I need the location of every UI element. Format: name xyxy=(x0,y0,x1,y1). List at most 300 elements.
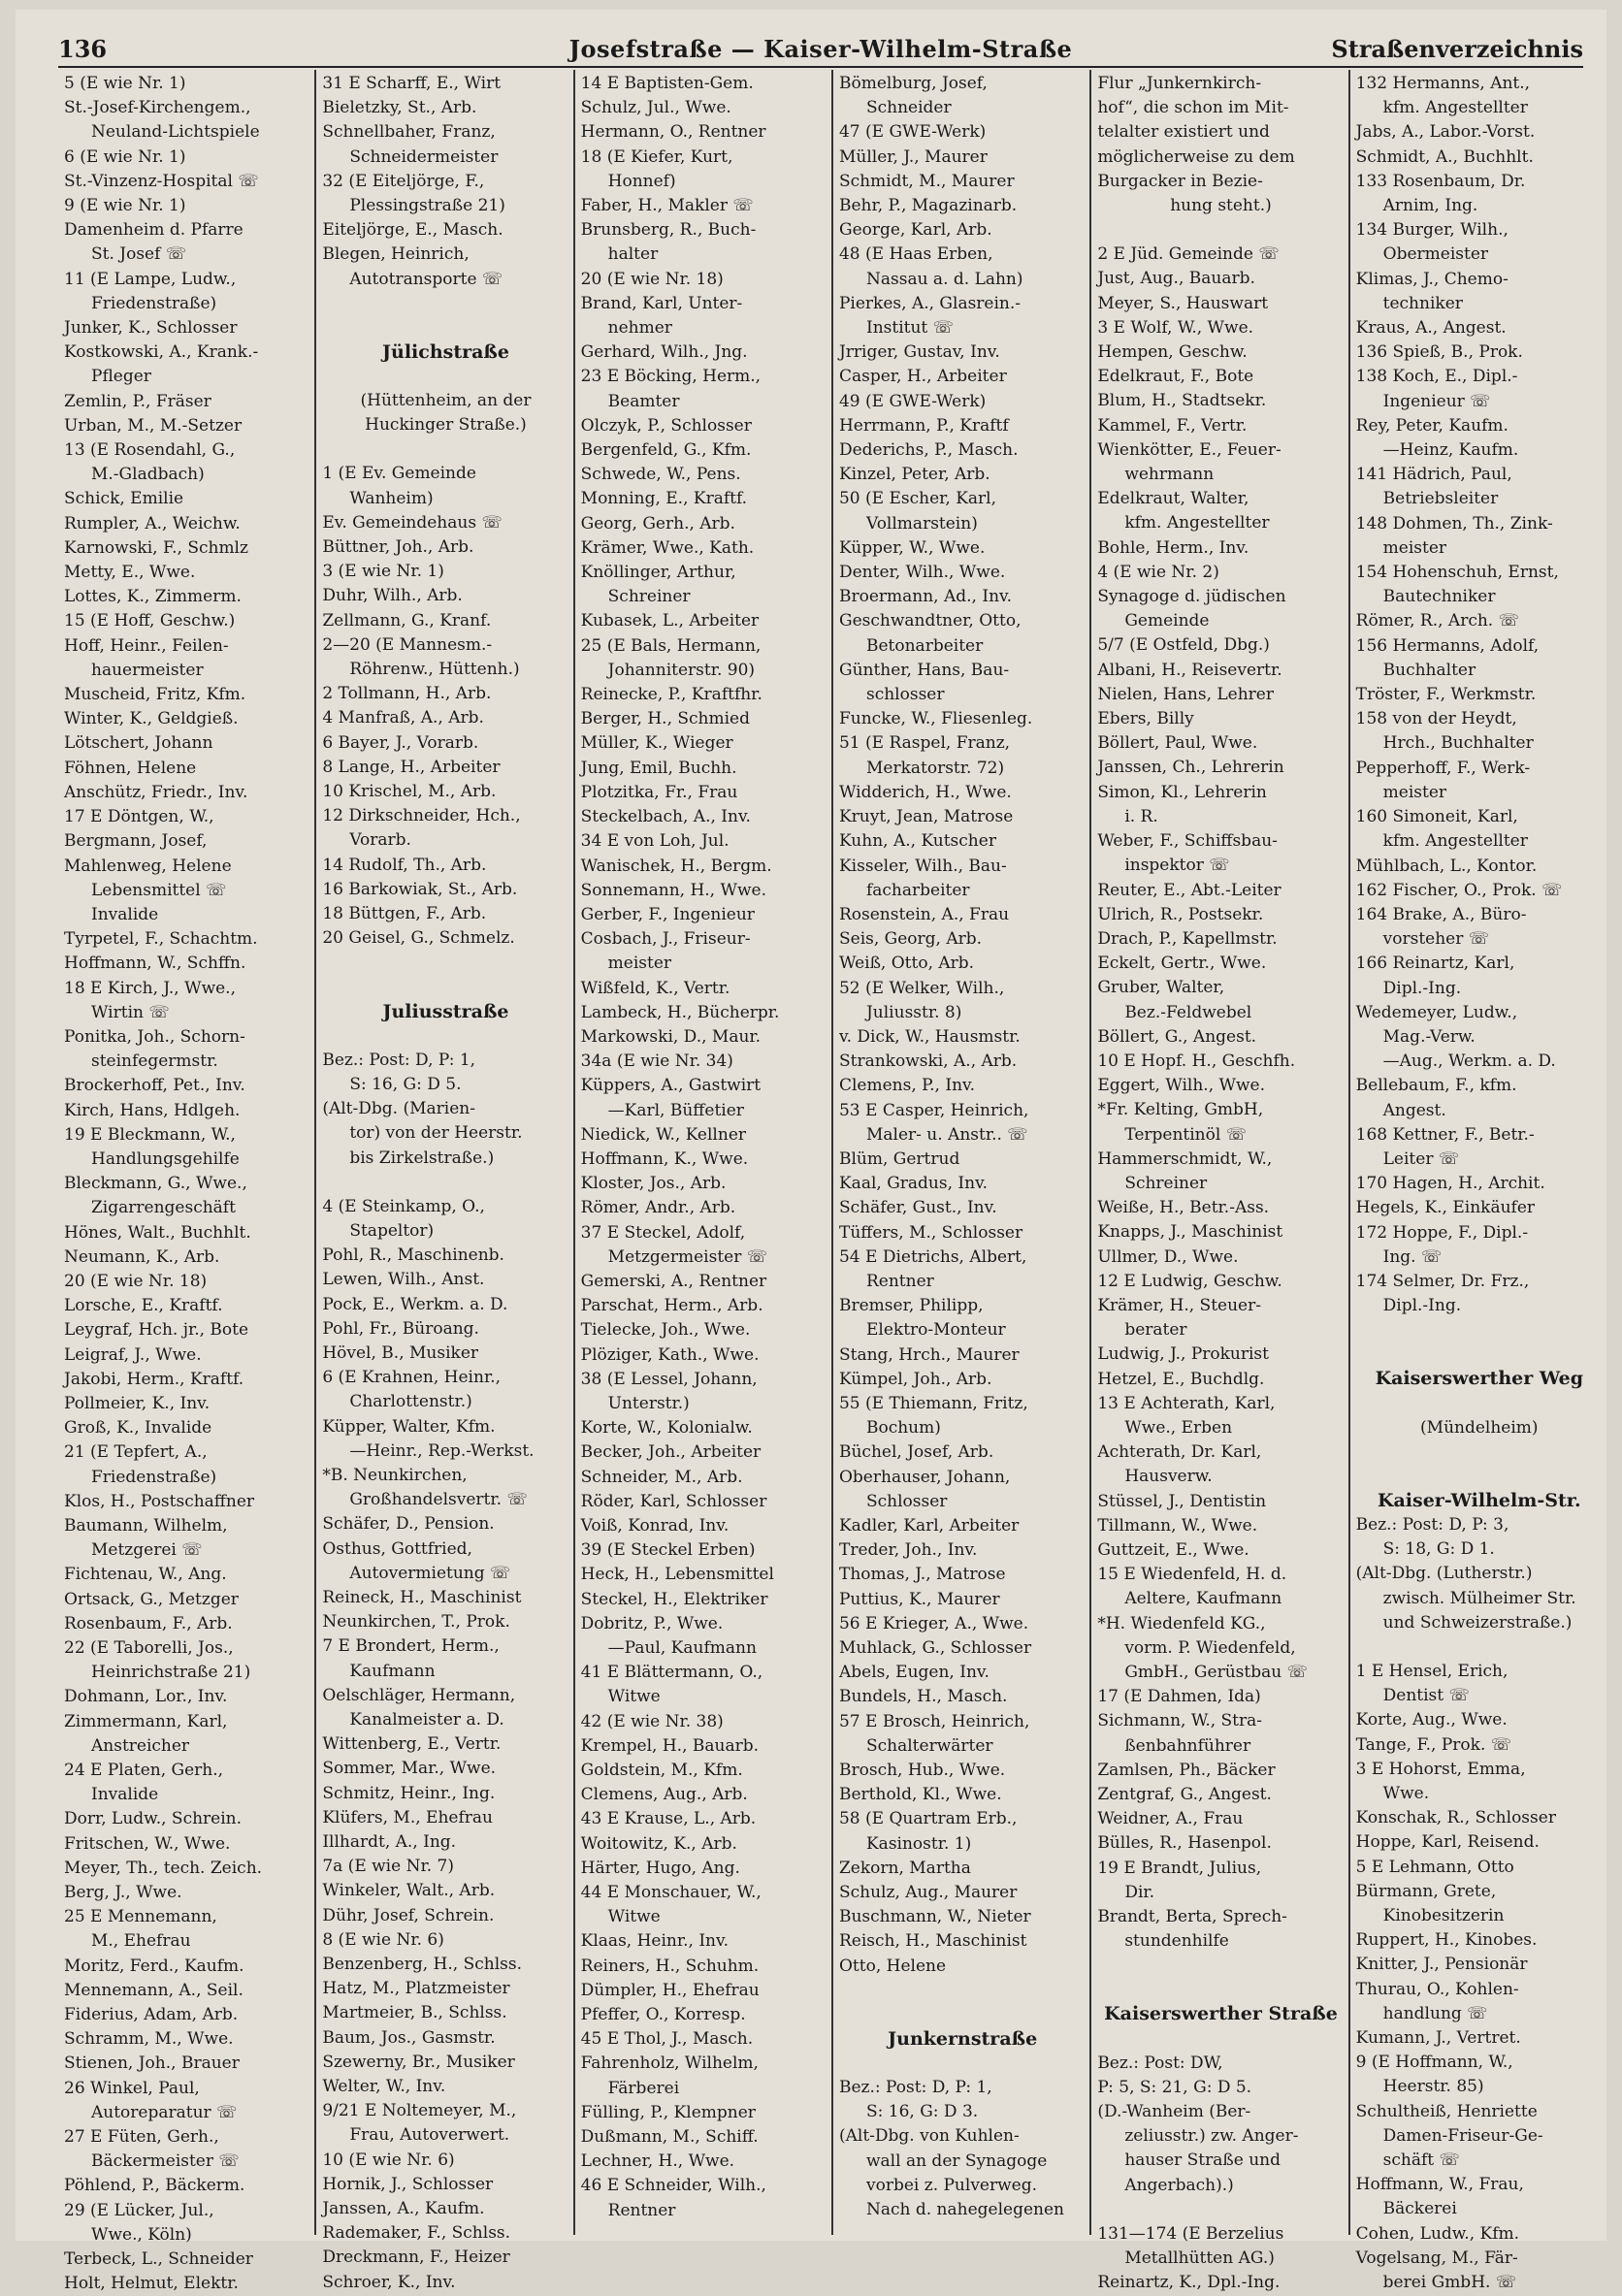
entry-line: Monning, E., Kraftf. xyxy=(580,489,748,509)
directory-page xyxy=(16,10,1606,2294)
entry-line: Hövel, B., Musiker xyxy=(322,1342,479,1363)
entry-line: stundenhilfe xyxy=(1124,1931,1229,1952)
entry-line: S: 16, G: D 5. xyxy=(349,1074,462,1094)
entry-line: Osthus, Gottfried, xyxy=(322,1538,472,1559)
column-6 xyxy=(1350,70,1606,2293)
entry-line: Witwe xyxy=(607,1907,661,1927)
entry-line: 7 E Brondert, Herm., xyxy=(322,1636,500,1657)
column-4 xyxy=(833,70,1091,2235)
entry-line: George, Karl, Arb. xyxy=(838,220,992,241)
street-heading: Juliusstraße xyxy=(382,1000,509,1022)
entry-line: 41 E Blättermann, O., xyxy=(580,1663,763,1683)
entry-line: Böllert, G., Angest. xyxy=(1097,1026,1257,1047)
entry-line: Berthold, Kl., Wwe. xyxy=(838,1785,1002,1805)
entry-line: Ludwig, J., Prokurist xyxy=(1097,1344,1269,1365)
entry-line: Dohmann, Lor., Inv. xyxy=(64,1687,228,1707)
entry-line: Rey, Peter, Kaufm. xyxy=(1355,415,1508,436)
entry-line: Hausverw. xyxy=(1124,1467,1213,1487)
entry-line: Ev. Gemeindehaus ☏ xyxy=(322,512,503,533)
entry-line: Georg, Gerh., Arb. xyxy=(580,513,735,534)
entry-line: 53 E Casper, Heinrich, xyxy=(838,1100,1029,1120)
entry-line: Lötschert, Johann xyxy=(64,733,213,754)
entry-line: Angerbach).) xyxy=(1124,2175,1234,2195)
entry-line: Pepperhoff, F., Werk- xyxy=(1355,758,1531,778)
entry-line: Stapeltor) xyxy=(349,1220,435,1241)
entry-line: Faber, H., Makler ☏ xyxy=(580,196,754,216)
entry-line: Otto, Helene xyxy=(838,1956,947,1976)
entry-line: Wedemeyer, Ludw., xyxy=(1355,1002,1518,1022)
entry-line: Markowski, D., Maur. xyxy=(580,1026,762,1047)
entry-line: Bergmann, Josef, xyxy=(64,831,208,852)
entry-line: Heerstr. 85) xyxy=(1382,2077,1484,2097)
entry-line: Invalide xyxy=(91,904,159,924)
entry-line: 27 E Füten, Gerh., xyxy=(64,2127,219,2148)
entry-line: Zellmann, G., Kranf. xyxy=(322,610,492,631)
entry-line: 45 E Thol, J., Masch. xyxy=(580,2029,754,2050)
entry-line: Schneider xyxy=(865,98,952,118)
spacer xyxy=(322,1171,568,1195)
entry-line: 49 (E GWE-Werk) xyxy=(838,391,987,411)
entry-line: Schwede, W., Pens. xyxy=(580,465,741,485)
entry-line: 57 E Brosch, Heinrich, xyxy=(838,1711,1030,1731)
entry-line: 54 E Dietrichs, Albert, xyxy=(838,1246,1027,1267)
entry-line: 58 (E Quartram Erb., xyxy=(838,1809,1018,1829)
entry-line: Kaal, Gradus, Inv. xyxy=(838,1174,989,1194)
entry-line: Steckel, H., Elektriker xyxy=(580,1589,768,1609)
entry-line: Schäfer, D., Pension. xyxy=(322,1514,495,1535)
entry-line: Tyrpetel, F., Schachtm. xyxy=(64,929,258,950)
entry-line: Pock, E., Werkm. a. D. xyxy=(322,1294,508,1314)
entry-line: Stüssel, J., Dentistin xyxy=(1097,1491,1267,1511)
entry-line: Anstreicher xyxy=(91,1735,190,1756)
entry-line: 2—20 (E Mannesm.- xyxy=(322,634,493,655)
entry-line: 166 Reinartz, Karl, xyxy=(1355,954,1515,974)
entry-line: Casper, H., Arbeiter xyxy=(838,367,1007,387)
entry-line: Korte, W., Kolonialw. xyxy=(580,1418,753,1439)
entry-line: Geschwandtner, Otto, xyxy=(838,611,1022,631)
entry-line: Römer, Andr., Arb. xyxy=(580,1198,736,1218)
entry-line: Bez.: Post: D, P: 1, xyxy=(322,1050,476,1070)
entry-line: Karnowski, F., Schmlz xyxy=(64,537,248,558)
entry-line: Bellebaum, F., kfm. xyxy=(1355,1076,1517,1096)
spacer xyxy=(1356,1635,1603,1660)
entry-line: Kumann, J., Vertret. xyxy=(1355,2028,1521,2049)
street-heading: Kaiserswerther Weg xyxy=(1375,1368,1584,1390)
entry-line: Hönes, Walt., Buchhlt. xyxy=(64,1222,251,1243)
entry-line: Kraus, A., Angest. xyxy=(1355,318,1507,339)
entry-line: Frau, Autoverwert. xyxy=(349,2125,510,2146)
entry-line: Ullmer, D., Wwe. xyxy=(1097,1246,1239,1267)
entry-line: Winkeler, Walt., Arb. xyxy=(322,1881,496,1901)
entry-line: Merkatorstr. 72) xyxy=(865,758,1005,778)
entry-line: 160 Simoneit, Karl, xyxy=(1355,807,1518,827)
spacer xyxy=(1356,1465,1603,1489)
entry-line: 25 E Mennemann, xyxy=(64,1907,217,1927)
entry-line: Schmidt, A., Buchhlt. xyxy=(1355,146,1534,167)
entry-line: Mennemann, A., Seil. xyxy=(64,1980,243,2000)
entry-line: 162 Fischer, O., Prok. ☏ xyxy=(1355,880,1563,900)
spacer xyxy=(839,1979,1086,2003)
column-5 xyxy=(1091,70,1349,2293)
entry-line: Hegels, K., Einkäufer xyxy=(1355,1198,1536,1218)
entry-line: möglicherweise zu dem xyxy=(1097,146,1295,167)
entry-line: Plotzitka, Fr., Frau xyxy=(580,782,738,802)
entry-line: Ulrich, R., Postsekr. xyxy=(1097,904,1264,924)
entry-line: St.-Josef-Kirchengem., xyxy=(64,98,251,118)
entry-line: Fülling, P., Klempner xyxy=(580,2102,756,2122)
entry-line: 25 (E Bals, Hermann, xyxy=(580,635,762,656)
entry-line: 3 E Hohorst, Emma, xyxy=(1355,1759,1526,1779)
entry-line: Clemens, Aug., Arb. xyxy=(580,1785,748,1805)
spacer xyxy=(1097,2198,1344,2222)
entry-line: Mahlenweg, Helene xyxy=(64,856,232,876)
entry-line: 21 (E Tepfert, A., xyxy=(64,1442,208,1463)
entry-line: Autovermietung ☏ xyxy=(349,1563,511,1583)
entry-line: 44 E Monschauer, W., xyxy=(580,1883,762,1903)
entry-line: Metzgermeister ☏ xyxy=(607,1246,768,1267)
entry-line: Kadler, Karl, Arbeiter xyxy=(838,1515,1020,1536)
entry-line: Büchel, Josef, Arb. xyxy=(838,1442,994,1463)
entry-line: Hetzel, E., Buchdlg. xyxy=(1097,1369,1265,1389)
entry-line: Konschak, R., Schlosser xyxy=(1355,1808,1556,1828)
entry-line: Lottes, K., Zimmerm. xyxy=(64,587,242,607)
entry-line: Terpentinöl ☏ xyxy=(1124,1124,1247,1145)
entry-line: Martmeier, B., Schlss. xyxy=(322,2003,507,2023)
entry-line: Reiners, H., Schuhm. xyxy=(580,1956,760,1976)
entry-line: 4 (E wie Nr. 2) xyxy=(1097,562,1219,582)
entry-line: Weidner, A., Frau xyxy=(1097,1809,1244,1829)
column-1 xyxy=(58,70,316,2294)
entry-line: Buchhalter xyxy=(1382,660,1476,680)
entry-line: 47 (E GWE-Werk) xyxy=(838,122,987,143)
spacer xyxy=(322,292,568,316)
entry-line: Buschmann, W., Nieter xyxy=(838,1907,1031,1927)
entry-line: Thurau, O., Kohlen- xyxy=(1355,1979,1519,1999)
spacer xyxy=(1097,1954,1344,1978)
entry-line: Moritz, Ferd., Kaufm. xyxy=(64,1956,244,1976)
entry-line: Abels, Eugen, Inv. xyxy=(838,1663,989,1683)
entry-line: 31 E Scharff, E., Wirt xyxy=(322,74,502,93)
entry-line: schlosser xyxy=(865,685,945,705)
entry-line: Welter, W., Inv. xyxy=(322,2077,446,2097)
entry-line: Pfleger xyxy=(91,367,151,387)
entry-line: Kinobesitzerin xyxy=(1382,1906,1505,1926)
entry-line: Müller, K., Wieger xyxy=(580,733,733,754)
entry-line: Seis, Georg, Arb. xyxy=(838,929,983,950)
entry-line: —Heinr., Rep.-Werkst. xyxy=(349,1440,535,1461)
entry-line: Groß, K., Invalide xyxy=(64,1418,212,1439)
entry-line: 18 Büttgen, F., Arb. xyxy=(322,904,487,924)
entry-line: Achterath, Dr. Karl, xyxy=(1097,1442,1262,1463)
spacer xyxy=(839,2052,1086,2076)
entry-line: Muscheid, Fritz, Kfm. xyxy=(64,685,246,705)
entry-line: 46 E Schneider, Wilh., xyxy=(580,2176,766,2196)
entry-line: Winter, K., Geldgieß. xyxy=(64,709,239,729)
entry-line: Eiteljörge, E., Masch. xyxy=(322,220,503,241)
entry-line: Goldstein, M., Kfm. xyxy=(580,1761,743,1781)
entry-line: 18 E Kirch, J., Wwe., xyxy=(64,978,236,998)
entry-line: Wwe. xyxy=(1382,1784,1430,1803)
entry-line: Steckelbach, A., Inv. xyxy=(580,807,751,827)
entry-line: Schneidermeister xyxy=(349,146,499,167)
entry-line: Gemerski, A., Rentner xyxy=(580,1271,767,1291)
entry-line: Schalterwärter xyxy=(865,1735,993,1756)
entry-line: Kammel, F., Vertr. xyxy=(1097,415,1248,436)
entry-line: Blum, H., Stadtsekr. xyxy=(1097,391,1267,411)
entry-line: Bleckmann, G., Wwe., xyxy=(64,1174,247,1194)
entry-line: 9/21 E Noltemeyer, M., xyxy=(322,2101,517,2121)
entry-line: Hoffmann, W., Schffn. xyxy=(64,954,246,974)
entry-line: Pollmeier, K., Inv. xyxy=(64,1393,211,1413)
entry-line: Schulz, Aug., Maurer xyxy=(838,1883,1018,1903)
entry-line: Zekorn, Martha xyxy=(838,1858,971,1878)
entry-line: Dir. xyxy=(1124,1882,1155,1902)
entry-line: Kaufmann xyxy=(349,1661,436,1681)
entry-line: Terbeck, L., Schneider xyxy=(64,2249,253,2270)
entry-line: Küppers, A., Gastwirt xyxy=(580,1076,762,1096)
entry-line: Schnellbaher, Franz, xyxy=(322,122,496,143)
spacer xyxy=(1097,1978,1344,2002)
entry-line: Betonarbeiter xyxy=(865,635,984,656)
entry-line: Bohle, Herm., Inv. xyxy=(1097,537,1249,558)
entry-line: Gerhard, Wilh., Jng. xyxy=(580,342,748,363)
entry-line: Dipl.-Ing. xyxy=(1382,1296,1462,1316)
entry-line: Eckelt, Gertr., Wwe. xyxy=(1097,954,1267,974)
entry-line: 20 (E wie Nr. 18) xyxy=(580,269,724,289)
column-3 xyxy=(575,70,833,2235)
entry-line: 9 (E Hoffmann, W., xyxy=(1355,2053,1513,2073)
entry-line: Reisch, H., Maschinist xyxy=(838,1931,1027,1952)
entry-line: i. R. xyxy=(1124,806,1158,826)
entry-line: Metty, E., Wwe. xyxy=(64,563,196,583)
entry-line: Guttzeit, E., Wwe. xyxy=(1097,1539,1249,1560)
entry-line: Pöhlend, P., Bäckerm. xyxy=(64,2176,245,2196)
entry-line: Gemeinde xyxy=(1124,611,1210,631)
entry-line: Korte, Aug., Wwe. xyxy=(1355,1710,1508,1730)
entry-line: Wißfeld, K., Vertr. xyxy=(580,978,730,998)
entry-line: 134 Burger, Wilh., xyxy=(1355,220,1508,241)
spacer xyxy=(1097,218,1344,243)
entry-line: 136 Spieß, B., Prok. xyxy=(1355,342,1523,363)
entry-line: Büttner, Joh., Arb. xyxy=(322,537,474,558)
entry-line: Olczyk, P., Schlosser xyxy=(580,415,752,436)
entry-line: Weber, F., Schiffsbau- xyxy=(1097,831,1278,852)
entry-line: 138 Koch, E., Dipl.- xyxy=(1355,367,1518,387)
entry-line: Hoffmann, W., Frau, xyxy=(1355,2175,1524,2195)
entry-line: Plessingstraße 21) xyxy=(349,196,505,216)
entry-line: Oelschläger, Hermann, xyxy=(322,1685,516,1705)
entry-line: Zamlsen, Ph., Bäcker xyxy=(1097,1760,1276,1780)
entry-line: Voiß, Konrad, Inv. xyxy=(580,1515,730,1536)
entry-line: (Mündelheim) xyxy=(1420,1417,1539,1438)
entry-line: Tielecke, Joh., Wwe. xyxy=(580,1320,751,1341)
entry-line: Schäfer, Gust., Inv. xyxy=(838,1198,997,1218)
entry-line: Rademaker, F., Schlss. xyxy=(322,2223,511,2244)
entry-line: Treder, Joh., Inv. xyxy=(838,1540,978,1561)
entry-line: Bochum) xyxy=(865,1418,941,1439)
entry-line: 10 E Hopf. H., Geschfh. xyxy=(1097,1051,1296,1071)
entry-line: 23 E Böcking, Herm., xyxy=(580,367,762,387)
entry-line: kfm. Angestellter xyxy=(1382,98,1528,118)
entry-line: 50 (E Escher, Karl, xyxy=(838,489,996,509)
entry-line: Schick, Emilie xyxy=(64,489,184,509)
entry-line: Fiderius, Adam, Arb. xyxy=(64,2005,239,2025)
entry-line: Lebensmittel ☏ xyxy=(91,880,227,900)
entry-line: Autoreparatur ☏ xyxy=(91,2102,238,2122)
entry-line: Hoppe, Karl, Reisend. xyxy=(1355,1832,1540,1853)
entry-line: Nach d. nahegelegenen xyxy=(865,2200,1064,2220)
entry-line: Flur „Junkernkirch- xyxy=(1097,74,1262,93)
entry-line: Brosch, Hub., Wwe. xyxy=(838,1761,1006,1781)
entry-line: Krempel, H., Bauarb. xyxy=(580,1735,760,1756)
entry-line: 56 E Krieger, A., Wwe. xyxy=(838,1613,1029,1633)
entry-line: Vorarb. xyxy=(349,830,411,851)
entry-line: Denter, Wilh., Wwe. xyxy=(838,563,1006,583)
spacer xyxy=(322,952,568,976)
entry-line: 29 (E Lücker, Jul., xyxy=(64,2200,214,2220)
entry-line: Gruber, Walter, xyxy=(1097,978,1225,998)
entry-line: Krämer, H., Steuer- xyxy=(1097,1295,1261,1315)
entry-line: Muhlack, G., Schlosser xyxy=(838,1638,1032,1658)
page-number: 136 xyxy=(58,35,108,63)
entry-line: —Aug., Werkm. a. D. xyxy=(1382,1051,1556,1072)
entry-line: Meyer, S., Hauswart xyxy=(1097,293,1269,313)
entry-line: Just, Aug., Bauarb. xyxy=(1097,269,1255,289)
entry-line: Bäckermeister ☏ xyxy=(91,2151,240,2172)
entry-line: meister xyxy=(607,954,672,974)
entry-line: Kruyt, Jean, Matrose xyxy=(838,807,1014,827)
entry-line: 2 E Jüd. Gemeinde ☏ xyxy=(1097,244,1280,265)
entry-line: Böllert, Paul, Wwe. xyxy=(1097,733,1258,754)
entry-line: Arnim, Ing. xyxy=(1382,196,1478,216)
entry-line: 4 Manfraß, A., Arb. xyxy=(322,708,484,728)
entry-line: 9 (E wie Nr. 1) xyxy=(64,196,186,216)
entry-line: Neunkirchen, T., Prok. xyxy=(322,1612,510,1633)
entry-line: 15 E Wiedenfeld, H. d. xyxy=(1097,1565,1287,1585)
spacer xyxy=(322,316,568,340)
entry-line: 148 Dohmen, Th., Zink- xyxy=(1355,513,1553,534)
entry-line: Ing. ☏ xyxy=(1382,1246,1443,1267)
street-heading: Kaiser-Wilhelm-Str. xyxy=(1377,1489,1581,1511)
entry-line: Wwe., Erben xyxy=(1124,1417,1233,1438)
entry-line: Klimas, J., Chemo- xyxy=(1355,269,1508,289)
entry-line: Hoff, Heinr., Feilen- xyxy=(64,635,229,656)
entry-line: Bez.: Post: D, P: 1, xyxy=(838,2078,992,2098)
entry-line: Behr, P., Magazinarb. xyxy=(838,196,1018,216)
entry-line: Reinecke, P., Kraftfhr. xyxy=(580,685,762,705)
entry-line: Knöllinger, Arthur, xyxy=(580,563,736,583)
entry-line: Sichmann, W., Stra- xyxy=(1097,1711,1263,1731)
entry-line: 48 (E Haas Erben, xyxy=(838,244,993,265)
entry-line: 164 Brake, A., Büro- xyxy=(1355,904,1527,924)
entry-line: (Alt-Dbg. (Marien- xyxy=(322,1099,475,1119)
entry-line: und Schweizerstraße.) xyxy=(1382,1612,1573,1633)
entry-line: Hermann, O., Rentner xyxy=(580,122,766,143)
entry-line: Zentgraf, G., Angest. xyxy=(1097,1785,1272,1805)
entry-line: Bergenfeld, G., Kfm. xyxy=(580,440,752,461)
entry-line: Ortsack, G., Metzger xyxy=(64,1589,239,1609)
entry-line: Zimmermann, Karl, xyxy=(64,1711,228,1731)
entry-line: steinfegermstr. xyxy=(91,1051,218,1072)
entry-line: 37 E Steckel, Adolf, xyxy=(580,1222,746,1243)
entry-line: 17 (E Dahmen, Ida) xyxy=(1097,1687,1261,1707)
entry-line: Schmidt, M., Maurer xyxy=(838,171,1015,191)
entry-line: Dipl.-Ing. xyxy=(1382,978,1462,998)
entry-line: 24 E Platen, Gerh., xyxy=(64,1761,224,1781)
street-heading: Kaiserswerther Straße xyxy=(1104,2003,1338,2025)
column-2 xyxy=(316,70,574,2292)
entry-line: 5/7 (E Ostfeld, Dbg.) xyxy=(1097,635,1270,656)
entry-line: Brandt, Berta, Sprech- xyxy=(1097,1907,1287,1927)
entry-line: Lambeck, H., Bücherpr. xyxy=(580,1002,780,1022)
entry-line: Bremser, Philipp, xyxy=(838,1296,984,1316)
entry-line: bis Zirkelstraße.) xyxy=(349,1148,495,1168)
entry-line: St.-Vinzenz-Hospital ☏ xyxy=(64,171,259,191)
entry-line: hung steht.) xyxy=(1170,196,1272,216)
entry-line: Edelkraut, F., Bote xyxy=(1097,367,1254,387)
entry-line: 133 Rosenbaum, Dr. xyxy=(1355,171,1526,191)
entry-line: S: 16, G: D 3. xyxy=(865,2102,979,2122)
entry-line: 17 E Döntgen, W., xyxy=(64,807,214,827)
entry-line: Wanheim) xyxy=(349,488,434,508)
entry-line: Günther, Hans, Bau- xyxy=(838,660,1010,680)
entry-line: Hoffmann, K., Wwe. xyxy=(580,1148,749,1169)
entry-line: meister xyxy=(1382,537,1447,558)
entry-line: 7a (E wie Nr. 7) xyxy=(322,1857,454,1877)
entry-line: Fritschen, W., Wwe. xyxy=(64,1833,231,1854)
entry-line: 43 E Krause, L., Arb. xyxy=(580,1809,757,1829)
entry-line: Tüffers, M., Schlosser xyxy=(838,1222,1023,1243)
entry-line: techniker xyxy=(1382,293,1463,313)
entry-line: Blüm, Gertrud xyxy=(838,1148,960,1169)
entry-line: Weiße, H., Betr.-Ass. xyxy=(1097,1198,1270,1218)
entry-line: Nielen, Hans, Lehrer xyxy=(1097,684,1274,704)
entry-line: Bundels, H., Masch. xyxy=(838,1687,1008,1707)
entry-line: (Alt-Dbg. (Lutherstr.) xyxy=(1355,1564,1533,1584)
entry-line: Charlottenstr.) xyxy=(349,1392,472,1412)
entry-line: Rosenbaum, F., Arb. xyxy=(64,1613,233,1633)
entry-line: Klos, H., Postschaffner xyxy=(64,1491,255,1511)
entry-line: Janssen, A., Kaufm. xyxy=(322,2199,485,2219)
entry-line: Lechner, H., Wwe. xyxy=(580,2151,735,2172)
entry-line: Dobritz, P., Wwe. xyxy=(580,1613,724,1633)
entry-line: Bieletzky, St., Arb. xyxy=(322,98,477,118)
entry-line: Unterstr.) xyxy=(607,1393,690,1413)
entry-line: 170 Hagen, H., Archit. xyxy=(1355,1174,1545,1194)
entry-line: M.-Gladbach) xyxy=(91,465,205,485)
entry-line: Schneider, M., Arb. xyxy=(580,1467,743,1487)
entry-line: Holt, Helmut, Elektr. xyxy=(64,2274,239,2294)
entry-line: berater xyxy=(1124,1320,1187,1341)
entry-line: Tröster, F., Werkmstr. xyxy=(1355,685,1537,705)
entry-line: Pohl, R., Maschinenb. xyxy=(322,1245,504,1266)
entry-line: v. Dick, W., Hausmstr. xyxy=(838,1026,1021,1047)
entry-line: 18 (E Kiefer, Kurt, xyxy=(580,146,733,167)
entry-line: Bez.: Post: DW, xyxy=(1097,2053,1223,2073)
spacer xyxy=(322,365,568,389)
entry-line: Reineck, H., Maschinist xyxy=(322,1587,522,1607)
entry-line: facharbeiter xyxy=(865,880,970,900)
entry-line: 158 von der Heydt, xyxy=(1355,709,1517,729)
entry-line: 22 (E Taborelli, Jos., xyxy=(64,1638,234,1658)
entry-line: Dorr, Ludw., Schrein. xyxy=(64,1809,243,1829)
entry-line: Kanalmeister a. D. xyxy=(349,1709,504,1730)
entry-line: halter xyxy=(607,244,659,265)
entry-line: 55 (E Thiemann, Fritz, xyxy=(838,1393,1028,1413)
entry-line: 174 Selmer, Dr. Frz., xyxy=(1355,1271,1530,1291)
entry-line: Wirtin ☏ xyxy=(91,1002,170,1022)
entry-line: tor) von der Heerstr. xyxy=(349,1123,523,1144)
